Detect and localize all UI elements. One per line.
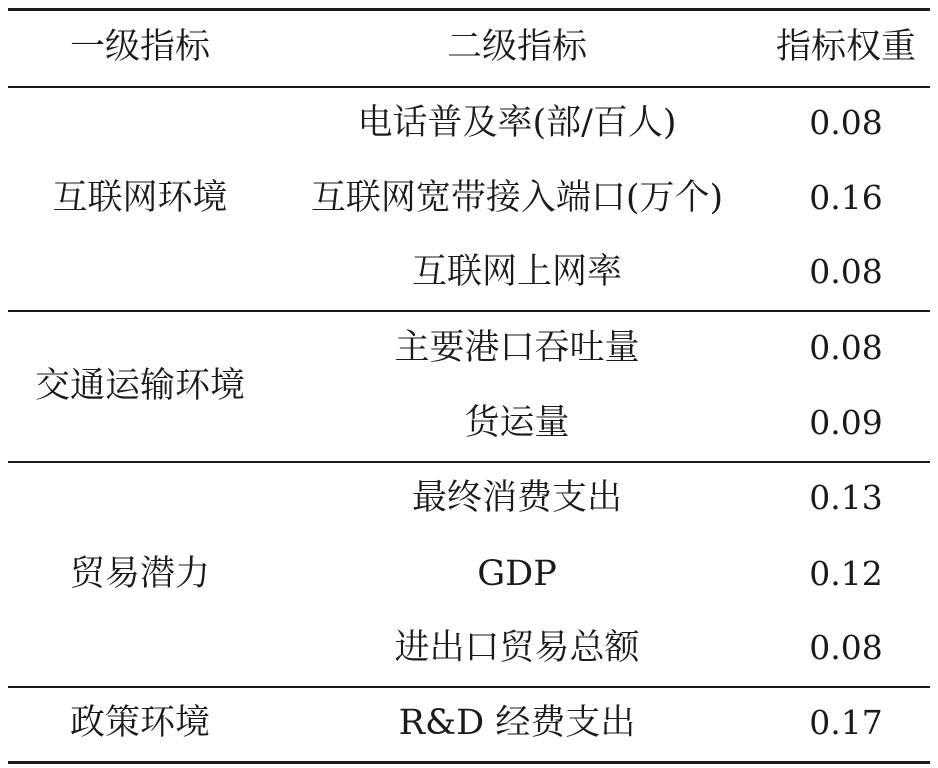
sub-indicator: 最终消费支出 (411, 478, 623, 518)
sub-indicator: 互联网上网率 (411, 252, 623, 292)
top-rule (8, 8, 930, 11)
group-label: 贸易潜力 (69, 554, 211, 594)
group-label: 互联网环境 (52, 178, 228, 218)
weight-value: 0.08 (809, 252, 883, 291)
sub-indicator: 主要港口吞吐量 (394, 328, 640, 368)
sub-indicator: 电话普及率(部/百人) (357, 103, 677, 143)
group-divider (8, 461, 930, 463)
weight-value: 0.13 (809, 478, 883, 517)
header-rule (8, 86, 930, 88)
weight-value: 0.16 (809, 178, 883, 217)
weight-value: 0.08 (809, 328, 883, 367)
group-divider (8, 310, 930, 312)
weight-value: 0.09 (809, 403, 883, 442)
sub-indicator: R&D 经费支出 (398, 703, 636, 743)
weight-value: 0.17 (809, 703, 883, 742)
header-weight: 指标权重 (775, 27, 917, 67)
group-label: 交通运输环境 (34, 366, 246, 406)
sub-indicator: 互联网宽带接入端口(万个) (310, 178, 724, 218)
weight-value: 0.08 (809, 628, 883, 667)
sub-indicator: GDP (477, 554, 557, 594)
weight-value: 0.08 (809, 103, 883, 142)
group-label: 政策环境 (69, 703, 211, 743)
bottom-rule (8, 761, 930, 764)
sub-indicator: 进出口贸易总额 (394, 628, 640, 668)
weight-value: 0.12 (809, 554, 883, 593)
sub-indicator: 货运量 (464, 403, 570, 443)
group-divider (8, 686, 930, 688)
header-level2: 二级指标 (446, 27, 588, 67)
header-level1: 一级指标 (69, 27, 211, 67)
